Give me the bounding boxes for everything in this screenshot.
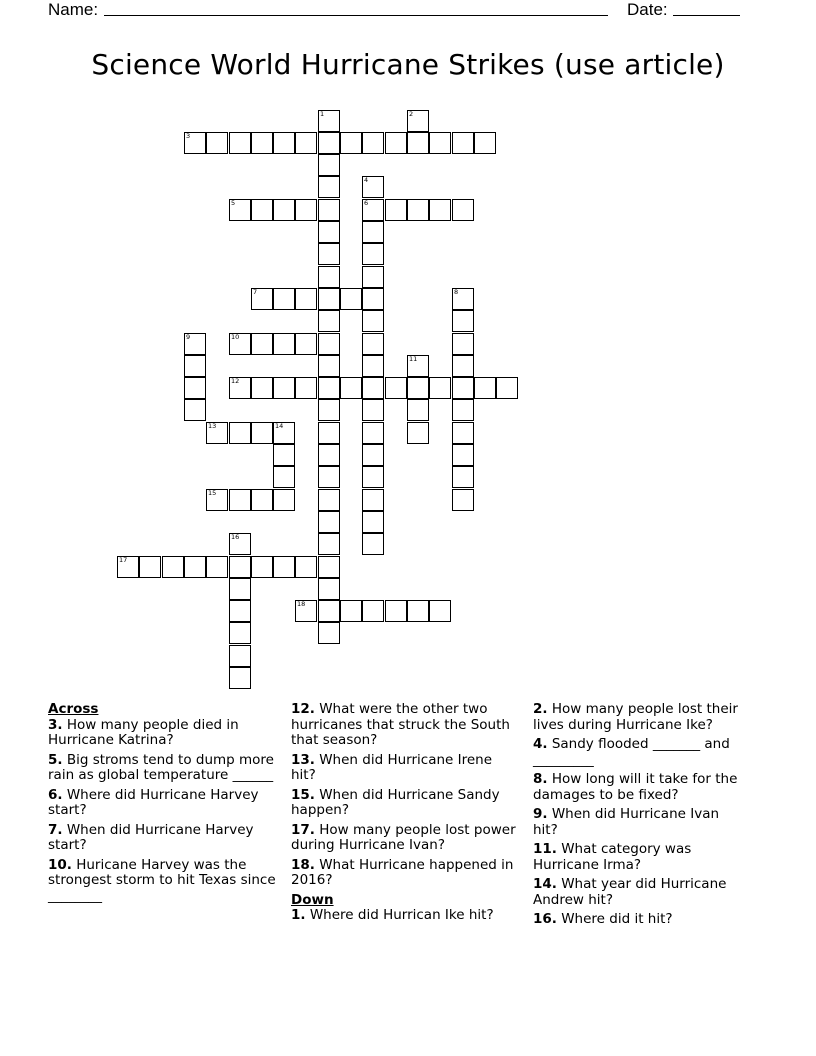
name-label: Name: bbox=[48, 0, 99, 19]
page-title: Science World Hurricane Strikes (use article) bbox=[91, 48, 725, 81]
grid-cell[interactable] bbox=[251, 377, 273, 399]
grid-cell[interactable] bbox=[362, 199, 384, 221]
grid-cell[interactable] bbox=[452, 132, 474, 154]
grid-cell[interactable] bbox=[452, 377, 474, 399]
clue-num: 15. bbox=[291, 786, 315, 803]
grid-cell[interactable] bbox=[184, 399, 206, 421]
date-field-line[interactable] bbox=[673, 0, 740, 16]
clue-text: Where did Hurrican Ike hit? bbox=[305, 907, 494, 923]
clue-num: 11. bbox=[533, 841, 557, 857]
grid-cell[interactable] bbox=[251, 132, 273, 154]
grid-cell[interactable] bbox=[318, 154, 340, 176]
grid-cell[interactable] bbox=[362, 533, 384, 555]
clue-text: Huricane Harvey was the strongest storm to hit Texas since ________ bbox=[48, 856, 276, 904]
clue-num: 10. bbox=[48, 856, 72, 873]
grid-cell[interactable] bbox=[184, 355, 206, 377]
grid-cell[interactable] bbox=[318, 355, 340, 377]
grid-cell[interactable] bbox=[184, 132, 206, 154]
grid-cell[interactable] bbox=[273, 377, 295, 399]
clue-number: 4 bbox=[364, 176, 369, 184]
clue-num: 5. bbox=[48, 751, 63, 768]
clue-num: 9. bbox=[533, 806, 548, 822]
grid-cell[interactable] bbox=[229, 600, 251, 622]
grid-cell[interactable] bbox=[229, 533, 251, 555]
grid-cell[interactable] bbox=[362, 310, 384, 332]
grid-cell[interactable] bbox=[273, 489, 295, 511]
grid-cell[interactable] bbox=[273, 422, 295, 444]
clue-text: How many people died in Hurricane Katrina? bbox=[48, 716, 239, 748]
grid-cell[interactable] bbox=[229, 132, 251, 154]
grid-cell[interactable] bbox=[407, 132, 429, 154]
clue-text: What Hurricane happened in 2016? bbox=[291, 856, 514, 888]
grid-cell[interactable] bbox=[318, 556, 340, 578]
grid-cell[interactable] bbox=[362, 221, 384, 243]
clue-number: 18 bbox=[297, 600, 306, 608]
down-clue bbox=[533, 842, 748, 873]
down-clue bbox=[533, 912, 748, 928]
grid-cell[interactable] bbox=[273, 132, 295, 154]
grid-cell[interactable] bbox=[362, 288, 384, 310]
clue-text: Sandy flooded _______ and _________ bbox=[533, 736, 730, 768]
clue-text: How many people lost power during Hurricane Ivan? bbox=[291, 821, 516, 853]
clue-num: 18. bbox=[291, 856, 315, 873]
grid-cell[interactable] bbox=[452, 466, 474, 488]
grid-cell[interactable] bbox=[206, 422, 228, 444]
grid-cell[interactable] bbox=[139, 556, 161, 578]
grid-cell[interactable] bbox=[295, 199, 317, 221]
grid-cell[interactable] bbox=[318, 176, 340, 198]
across-clue bbox=[291, 753, 516, 784]
grid-cell[interactable] bbox=[295, 556, 317, 578]
grid-cell[interactable] bbox=[362, 132, 384, 154]
across-clue bbox=[291, 858, 516, 889]
down-clue bbox=[533, 772, 748, 803]
grid-cell[interactable] bbox=[273, 466, 295, 488]
grid-cell[interactable] bbox=[229, 556, 251, 578]
grid-cell[interactable] bbox=[452, 444, 474, 466]
across-clue bbox=[291, 823, 516, 854]
grid-cell[interactable] bbox=[407, 199, 429, 221]
across-clue bbox=[48, 858, 280, 905]
down-clue bbox=[533, 737, 748, 768]
clue-num: 4. bbox=[533, 736, 548, 752]
clue-text: What year did Hurricane Andrew hit? bbox=[533, 876, 727, 908]
grid-cell[interactable] bbox=[273, 333, 295, 355]
clue-text: How many people lost their lives during Hurricane Ike? bbox=[533, 701, 738, 733]
clues-column-1 bbox=[48, 702, 280, 908]
grid-cell[interactable] bbox=[251, 199, 273, 221]
down-clue bbox=[533, 807, 748, 838]
grid-cell[interactable] bbox=[407, 110, 429, 132]
grid-cell[interactable] bbox=[452, 199, 474, 221]
grid-cell[interactable] bbox=[295, 132, 317, 154]
grid-cell[interactable] bbox=[429, 377, 451, 399]
grid-cell[interactable] bbox=[407, 355, 429, 377]
grid-cell[interactable] bbox=[362, 243, 384, 265]
clue-num: 7. bbox=[48, 821, 63, 838]
grid-cell[interactable] bbox=[229, 645, 251, 667]
clue-number: 15 bbox=[208, 489, 217, 497]
grid-cell[interactable] bbox=[452, 489, 474, 511]
grid-cell[interactable] bbox=[229, 667, 251, 689]
clue-text: When did Hurricane Irene hit? bbox=[291, 751, 493, 783]
clue-num: 16. bbox=[533, 911, 557, 927]
clue-number: 3 bbox=[186, 132, 191, 140]
grid-cell[interactable] bbox=[273, 288, 295, 310]
grid-cell[interactable] bbox=[362, 466, 384, 488]
grid-cell[interactable] bbox=[229, 199, 251, 221]
grid-cell[interactable] bbox=[362, 399, 384, 421]
grid-cell[interactable] bbox=[251, 333, 273, 355]
grid-cell[interactable] bbox=[362, 489, 384, 511]
across-clue bbox=[48, 718, 280, 749]
grid-cell[interactable] bbox=[295, 288, 317, 310]
grid-cell[interactable] bbox=[318, 110, 340, 132]
grid-cell[interactable] bbox=[251, 556, 273, 578]
date-label: Date: bbox=[627, 0, 668, 19]
clue-num: 6. bbox=[48, 786, 63, 803]
clue-number: 6 bbox=[364, 199, 369, 207]
grid-cell[interactable] bbox=[452, 333, 474, 355]
grid-cell[interactable] bbox=[251, 422, 273, 444]
grid-cell[interactable] bbox=[229, 422, 251, 444]
across-heading: Across bbox=[48, 701, 99, 717]
grid-cell[interactable] bbox=[273, 444, 295, 466]
grid-cell[interactable] bbox=[251, 288, 273, 310]
down-heading: Down bbox=[291, 891, 334, 908]
clue-number: 13 bbox=[208, 422, 217, 430]
across-clue bbox=[48, 753, 280, 784]
clue-num: 8. bbox=[533, 771, 548, 787]
grid-cell[interactable] bbox=[318, 489, 340, 511]
grid-cell[interactable] bbox=[362, 176, 384, 198]
grid-cell[interactable] bbox=[340, 600, 362, 622]
grid-cell[interactable] bbox=[318, 221, 340, 243]
grid-cell[interactable] bbox=[452, 355, 474, 377]
clue-number: 16 bbox=[231, 533, 240, 541]
clue-text: When did Hurricane Ivan hit? bbox=[533, 806, 720, 838]
clue-num: 1. bbox=[291, 907, 306, 923]
grid-cell[interactable] bbox=[452, 422, 474, 444]
grid-cell[interactable] bbox=[318, 399, 340, 421]
clue-text: Where did it hit? bbox=[556, 911, 673, 927]
clue-text: How long will it take for the damages to be fixed? bbox=[533, 771, 738, 803]
clue-text: What were the other two hurricanes that struck the South that season? bbox=[291, 701, 510, 748]
grid-cell[interactable] bbox=[362, 355, 384, 377]
grid-cell[interactable] bbox=[229, 578, 251, 600]
grid-cell[interactable] bbox=[362, 266, 384, 288]
grid-cell[interactable] bbox=[474, 132, 496, 154]
clue-num: 3. bbox=[48, 716, 63, 733]
across-clue bbox=[48, 823, 280, 854]
clue-num: 2. bbox=[533, 701, 548, 717]
grid-cell[interactable] bbox=[184, 333, 206, 355]
grid-cell[interactable] bbox=[385, 199, 407, 221]
grid-cell[interactable] bbox=[229, 622, 251, 644]
grid-cell[interactable] bbox=[452, 288, 474, 310]
grid-cell[interactable] bbox=[407, 600, 429, 622]
clue-number: 1 bbox=[320, 110, 325, 118]
grid-cell[interactable] bbox=[496, 377, 518, 399]
clue-text: Big stroms tend to dump more rain as global temperature ______ bbox=[48, 751, 274, 783]
grid-cell[interactable] bbox=[117, 556, 139, 578]
grid-cell[interactable] bbox=[251, 489, 273, 511]
clue-number: 12 bbox=[231, 377, 240, 385]
grid-cell[interactable] bbox=[229, 333, 251, 355]
grid-cell[interactable] bbox=[407, 377, 429, 399]
grid-cell[interactable] bbox=[452, 399, 474, 421]
grid-cell[interactable] bbox=[273, 556, 295, 578]
clue-number: 8 bbox=[454, 288, 459, 296]
grid-cell[interactable] bbox=[273, 199, 295, 221]
grid-cell[interactable] bbox=[206, 556, 228, 578]
grid-cell[interactable] bbox=[340, 377, 362, 399]
grid-cell[interactable] bbox=[229, 489, 251, 511]
clue-text: What category was Hurricane Irma? bbox=[533, 841, 692, 873]
down-clue bbox=[291, 908, 516, 924]
grid-cell[interactable] bbox=[206, 132, 228, 154]
clue-number: 17 bbox=[119, 556, 128, 564]
grid-cell[interactable] bbox=[318, 466, 340, 488]
grid-cell[interactable] bbox=[385, 377, 407, 399]
grid-cell[interactable] bbox=[318, 444, 340, 466]
grid-cell[interactable] bbox=[295, 377, 317, 399]
grid-cell[interactable] bbox=[295, 600, 317, 622]
clue-text: Where did Hurricane Harvey start? bbox=[48, 786, 259, 818]
clue-number: 2 bbox=[409, 110, 414, 118]
clue-number: 10 bbox=[231, 333, 240, 341]
grid-cell[interactable] bbox=[318, 266, 340, 288]
across-clue bbox=[291, 702, 516, 749]
clue-num: 12. bbox=[291, 701, 315, 717]
clues-column-3 bbox=[533, 702, 748, 932]
grid-cell[interactable] bbox=[162, 556, 184, 578]
grid-cell[interactable] bbox=[362, 600, 384, 622]
grid-cell[interactable] bbox=[318, 422, 340, 444]
name-field-line[interactable] bbox=[104, 0, 608, 16]
clue-number: 7 bbox=[253, 288, 258, 296]
clue-text: When did Hurricane Sandy happen? bbox=[291, 786, 500, 818]
grid-cell[interactable] bbox=[229, 377, 251, 399]
grid-cell[interactable] bbox=[362, 333, 384, 355]
grid-cell[interactable] bbox=[318, 600, 340, 622]
grid-cell[interactable] bbox=[318, 511, 340, 533]
grid-cell[interactable] bbox=[429, 199, 451, 221]
clue-number: 11 bbox=[409, 355, 418, 363]
grid-cell[interactable] bbox=[318, 310, 340, 332]
grid-cell[interactable] bbox=[318, 533, 340, 555]
grid-cell[interactable] bbox=[318, 333, 340, 355]
clue-num: 17. bbox=[291, 821, 315, 838]
clues-column-2 bbox=[291, 702, 516, 928]
clue-number: 14 bbox=[275, 422, 284, 430]
grid-cell[interactable] bbox=[474, 377, 496, 399]
grid-cell[interactable] bbox=[407, 399, 429, 421]
grid-cell[interactable] bbox=[184, 556, 206, 578]
clue-text: When did Hurricane Harvey start? bbox=[48, 821, 254, 853]
grid-cell[interactable] bbox=[407, 422, 429, 444]
clue-number: 9 bbox=[186, 333, 191, 341]
grid-cell[interactable] bbox=[362, 444, 384, 466]
grid-cell[interactable] bbox=[340, 288, 362, 310]
across-clue bbox=[291, 788, 516, 819]
across-clue bbox=[48, 788, 280, 819]
clue-num: 14. bbox=[533, 876, 557, 892]
grid-cell[interactable] bbox=[318, 199, 340, 221]
down-clue bbox=[533, 702, 748, 733]
grid-cell[interactable] bbox=[385, 600, 407, 622]
grid-cell[interactable] bbox=[318, 288, 340, 310]
grid-cell[interactable] bbox=[318, 622, 340, 644]
clue-num: 13. bbox=[291, 751, 315, 768]
clue-number: 5 bbox=[231, 199, 236, 207]
grid-cell[interactable] bbox=[318, 243, 340, 265]
grid-cell[interactable] bbox=[295, 333, 317, 355]
grid-cell[interactable] bbox=[362, 377, 384, 399]
grid-cell[interactable] bbox=[429, 600, 451, 622]
grid-cell[interactable] bbox=[318, 578, 340, 600]
grid-cell[interactable] bbox=[184, 377, 206, 399]
grid-cell[interactable] bbox=[429, 132, 451, 154]
grid-cell[interactable] bbox=[318, 132, 340, 154]
grid-cell[interactable] bbox=[362, 422, 384, 444]
grid-cell[interactable] bbox=[362, 511, 384, 533]
grid-cell[interactable] bbox=[340, 132, 362, 154]
grid-cell[interactable] bbox=[206, 489, 228, 511]
down-clue bbox=[533, 877, 748, 908]
grid-cell[interactable] bbox=[318, 377, 340, 399]
grid-cell[interactable] bbox=[452, 310, 474, 332]
grid-cell[interactable] bbox=[385, 132, 407, 154]
